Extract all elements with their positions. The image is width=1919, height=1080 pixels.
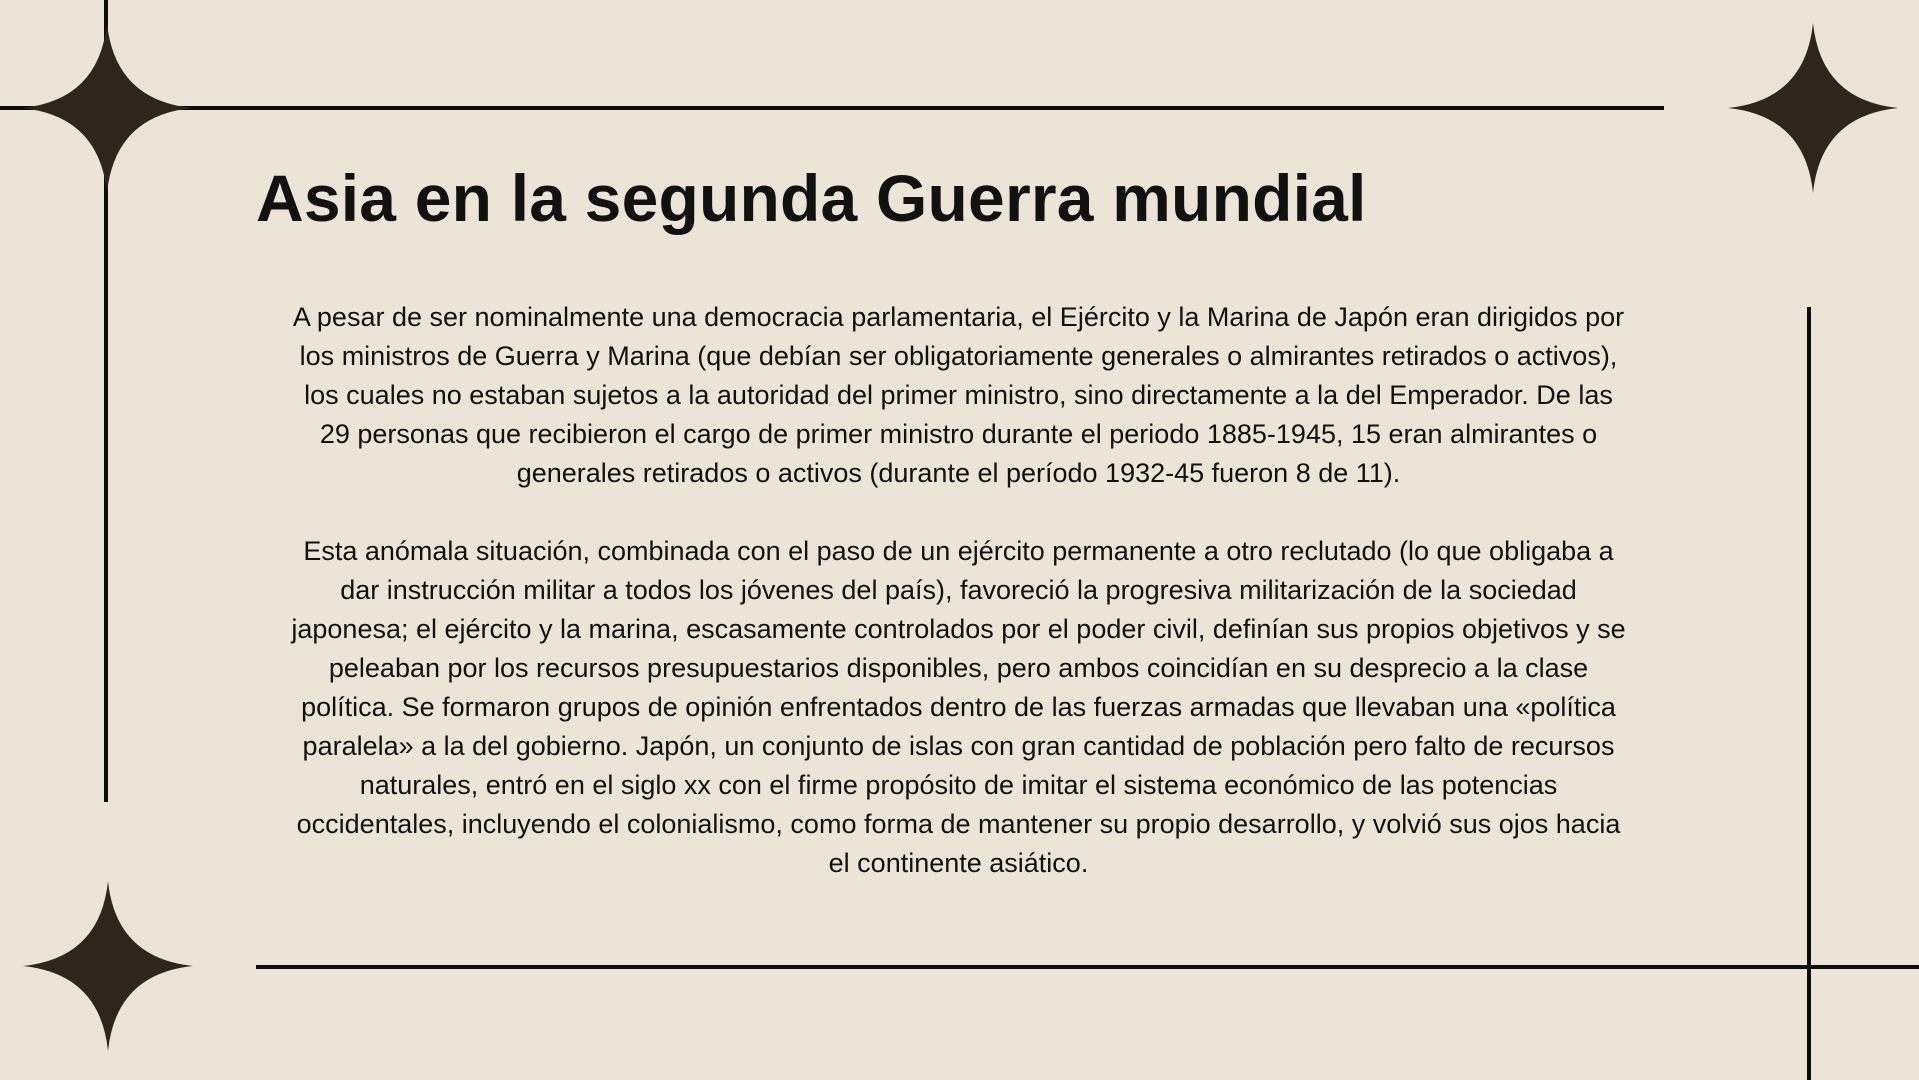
top-divider-line <box>0 106 1664 110</box>
text-line: 29 personas que recibieron el cargo de primer ministro durante el periodo 1885-1945, 15 eran almirantes o <box>319 419 1598 449</box>
bottom-divider-line <box>256 965 1919 969</box>
slide-title: Asia en la segunda Guerra mundial <box>256 161 1367 235</box>
text-line: generales retirados o activos (durante el período 1932-45 fueron 8 de 11). <box>516 458 1401 488</box>
paragraph-1 <box>200 298 1717 493</box>
text-line: los cuales no estaban sujetos a la autoridad del primer ministro, sino directamente a la del Emperador. De las <box>304 380 1613 410</box>
star-top-right-icon <box>1728 23 1898 193</box>
paragraph-2 <box>200 532 1717 883</box>
text-line: A pesar de ser nominalmente una democracia parlamentaria, el Ejército y la Marina de Japón eran dirigidos por <box>292 302 1625 332</box>
text-line: dar instrucción militar a todos los jóvenes del país), favoreció la progresiva militarización de la sociedad <box>340 575 1577 605</box>
text-line: paralela» a la del gobierno. Japón, un conjunto de islas con gran cantidad de población pero falto de recursos <box>302 731 1615 761</box>
text-line: Esta anómala situación, combinada con el paso de un ejército permanente a otro reclutado (lo que obligaba a <box>303 536 1614 566</box>
text-line: peleaban por los recursos presupuestarios disponibles, pero ambos coincidían en su desprecio a la clase <box>328 653 1589 683</box>
text-line: japonesa; el ejército y la marina, escasamente controlados por el poder civil, definían sus propios objetivos y se <box>291 614 1626 644</box>
star-top-left-icon <box>22 23 192 193</box>
text-line: naturales, entró en el siglo xx con el firme propósito de imitar el sistema económico de las potencias <box>359 770 1558 800</box>
slide-body <box>200 298 1717 922</box>
text-line: los ministros de Guerra y Marina (que debían ser obligatoriamente generales o almirantes retirados o activos), <box>299 341 1618 371</box>
star-bottom-left-icon <box>23 881 193 1051</box>
text-line: el continente asiático. <box>828 848 1089 878</box>
text-line: política. Se formaron grupos de opinión enfrentados dentro de las fuerzas armadas que llevaban una «política <box>301 692 1616 722</box>
text-line: occidentales, incluyendo el colonialismo, como forma de mantener su propio desarrollo, y volvió sus ojos hacia <box>296 809 1621 839</box>
